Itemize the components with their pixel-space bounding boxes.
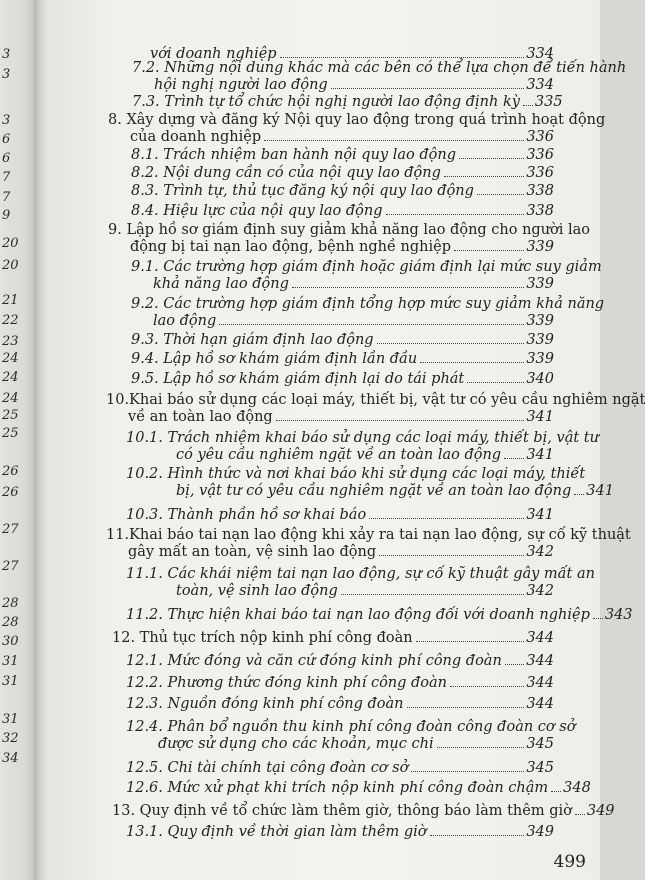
toc-entry-title: 10.3. Thành phần hồ sơ khai báo [126,507,367,523]
toc-entry-continuation: về an toàn lao động [128,409,273,425]
toc-entry-title: 7.3. Trình tự tổ chức hội nghị người lao động định kỳ [132,94,520,110]
toc-entry-continuation: gây mất an toàn, vệ sinh lao động [128,544,377,560]
toc-entry-continuation: hội nghị người lao động [154,77,328,93]
dot-leader [467,382,524,383]
toc-entry-title: với doanh nghiệp [150,46,277,62]
toc-entry[interactable] [126,466,614,500]
toc-page-ref: 343 [604,607,633,623]
dot-leader [505,664,525,665]
left-margin-number: 7 [2,190,11,205]
toc-entry[interactable] [132,60,627,94]
dot-leader [377,343,525,344]
left-margin-number: 24 [2,391,19,406]
toc-entry-continuation: có yêu cầu nghiêm ngặt về an toàn lao động [176,447,502,463]
toc-entry-continuation: lao động [153,313,217,329]
dot-leader [459,158,524,159]
page-number: 499 [553,852,586,872]
toc-entry[interactable] [126,780,591,797]
dot-leader [341,594,525,595]
left-margin-number: 32 [2,731,19,746]
dot-leader [575,814,585,815]
toc-entry-continuation: động bị tai nạn lao động, bệnh nghề nghiệp [130,239,451,255]
toc-page-ref: 338 [526,183,554,199]
toc-entry[interactable] [126,430,599,464]
toc-entry[interactable] [131,296,605,330]
toc-page-ref: 344 [526,653,554,669]
toc-entry[interactable] [126,675,554,692]
toc-entry-title: 9.5. Lập hồ sơ khám giám định lại do tái phát [131,371,465,387]
dot-leader [369,518,524,519]
left-margin-number: 26 [2,485,19,500]
toc-page-ref: 336 [526,129,554,145]
toc-page-ref: 341 [526,507,554,523]
toc-page-ref: 338 [526,203,554,219]
toc-entry-title: 8.1. Trách nhiệm ban hành nội quy lao động [131,147,456,163]
toc-entry[interactable] [131,259,602,293]
toc-entry-title: 12.1. Mức đóng và căn cứ đóng kinh phí công đoàn [126,653,502,669]
left-margin-number: 25 [2,408,19,423]
toc-entry-title: 10.2. Hình thức và nơi khai báo khi sử dụng các loại máy, thiết [126,466,586,482]
toc-entry[interactable] [131,371,554,388]
dot-leader [523,105,533,106]
toc-entry[interactable] [106,527,631,561]
toc-entry-title: 9.2. Các trường hợp giám định tổng hợp mức suy giảm khả năng [131,296,605,312]
toc-entry-title: 12.5. Chi tài chính tại công đoàn cơ sở [126,760,409,776]
toc-entry-title: 13. Quy định về tổ chức làm thêm giờ, thông báo làm thêm giờ [112,803,572,819]
left-margin-number: 20 [2,258,19,273]
toc-entry-title: 11.1. Các khái niệm tai nạn lao động, sự cố kỹ thuật gây mất an [126,566,595,582]
toc-page-ref: 345 [526,760,554,776]
left-margin-number: 28 [2,615,19,630]
toc-entry-title: 9. Lập hồ sơ giám định suy giảm khả năng lao động cho người lao [108,222,591,238]
toc-entry-title: 8.4. Hiệu lực của nội quy lao động [131,203,383,219]
toc-entry[interactable] [131,183,554,200]
dot-leader [386,214,525,215]
toc-entry-title: 8.2. Nội dung cần có của nội quy lao động [131,165,441,181]
toc-entry-title: 13.1. Quy định về thời gian làm thêm giờ [126,824,427,840]
dot-leader [292,287,524,288]
left-margin-number: 22 [2,313,19,328]
left-margin-number: 24 [2,370,19,385]
toc-page-ref: 342 [526,544,554,560]
dot-leader [379,555,524,556]
toc-entry-title: 10.Khai báo sử dụng các loại máy, thiết bị, vật tư có yêu cầu nghiêm ngặt [106,392,645,408]
dot-leader [477,194,524,195]
toc-entry-title: 7.2. Những nội dung khác mà các bên có thể lựa chọn để tiến hành [132,60,627,76]
toc-entry-title: 8. Xây dựng và đăng ký Nội quy lao động trong quá trình hoạt động [108,112,606,128]
left-margin-number: 27 [2,559,19,574]
toc-page-ref: 339 [526,239,554,255]
dot-leader [219,324,524,325]
dot-leader [411,771,524,772]
left-margin-number: 34 [2,751,19,766]
toc-entry-title: 11.2. Thực hiện khai báo tai nạn lao động đối với doanh nghiệp [126,607,590,623]
toc-entry-title: 11.Khai báo tai nạn lao động khi xảy ra tai nạn lao động, sự cố kỹ thuật [106,527,631,543]
toc-entry[interactable] [126,696,554,713]
left-margin-number: 7 [2,170,11,185]
toc-page-ref: 336 [526,147,554,163]
dot-leader [450,686,524,687]
toc-entry-continuation: bị, vật tư có yêu cầu nghiêm ngặt về an toàn lao động [176,483,572,499]
dot-leader [280,57,525,58]
toc-entry[interactable] [132,94,563,111]
left-margin-number: 6 [2,132,11,147]
toc-entry-title: 8.3. Trình tự, thủ tục đăng ký nội quy lao động [131,183,474,199]
toc-entry-title: 12. Thủ tục trích nộp kinh phí công đoàn [112,630,413,646]
dot-leader [420,362,524,363]
toc-entry-title: 12.2. Phương thức đóng kinh phí công đoàn [126,675,448,691]
toc-page-ref: 344 [526,675,554,691]
toc-entry[interactable] [131,203,554,220]
toc-page-ref: 334 [526,46,554,62]
left-margin-number: 20 [2,236,19,251]
left-margin-number: 6 [2,151,11,166]
toc-page-ref: 341 [526,447,554,463]
left-margin-number: 27 [2,522,19,537]
dot-leader [407,707,525,708]
dot-leader [416,641,525,642]
toc-page-ref: 349 [526,824,554,840]
dot-leader [276,420,525,421]
toc-entry[interactable] [108,112,606,146]
toc-entry[interactable] [112,630,554,647]
toc-entry-continuation: toàn, vệ sinh lao động [176,583,338,599]
dot-leader [264,140,524,141]
dot-leader [574,494,584,495]
toc-entry[interactable] [131,147,554,164]
toc-entry[interactable] [126,824,554,841]
toc-page-ref: 339 [526,276,554,292]
toc-page-ref: 344 [526,696,554,712]
dot-leader [593,618,603,619]
toc-entry[interactable] [131,351,554,368]
left-margin-number: 26 [2,464,19,479]
toc-page-ref: 340 [526,371,554,387]
toc-entry[interactable] [112,803,615,820]
left-margin-number: 31 [2,712,19,727]
toc-entry[interactable] [108,222,591,256]
toc-entry[interactable] [126,653,554,670]
toc-entry[interactable] [126,607,633,624]
left-margin-number: 31 [2,674,19,689]
toc-entry-title: 10.1. Trách nhiệm khai báo sử dụng các loại máy, thiết bị, vật tư [126,430,599,446]
toc-entry-continuation: được sử dụng cho các khoản, mục chi [158,736,434,752]
dot-leader [437,747,525,748]
toc-entry-title: 9.3. Thời hạn giám định lao động [131,332,374,348]
toc-entry[interactable] [126,760,554,777]
left-margin-number: 3 [2,67,11,82]
dot-leader [331,88,525,89]
toc-page-ref: 348 [563,780,591,796]
toc-entry[interactable] [106,392,645,426]
toc-page-ref: 339 [526,351,554,367]
toc-entry-continuation: khả năng lao động [153,276,289,292]
toc-entry-title: 12.6. Mức xử phạt khi trích nộp kinh phí công đoàn chậm [126,780,549,796]
toc-entry-title: 12.4. Phân bổ nguồn thu kinh phí công đoàn công đoàn cơ sở [126,719,576,735]
toc-page-ref: 349 [586,803,615,819]
dot-leader [504,458,524,459]
left-margin-number: 21 [2,293,19,308]
toc-entry[interactable] [126,507,554,524]
toc-entry[interactable] [126,719,576,753]
left-margin-number: 28 [2,596,19,611]
toc-entry-title: 9.1. Các trường hợp giám định hoặc giám định lại mức suy giảm [131,259,602,275]
dot-leader [430,835,525,836]
toc-entry[interactable] [131,332,554,349]
toc-entry-title: 9.4. Lập hồ sơ khám giám định lần đầu [131,351,418,367]
left-margin-number: 9 [2,208,11,223]
left-margin-number: 25 [2,426,19,441]
toc-entry-title: 12.3. Nguồn đóng kinh phí công đoàn [126,696,404,712]
left-margin-number: 31 [2,654,19,669]
dot-leader [454,250,524,251]
book-gutter [34,0,46,880]
left-margin-number: 3 [2,47,11,62]
toc-entry-continuation: của doanh nghiệp [130,129,262,145]
toc-entry[interactable] [131,165,554,182]
toc-page-ref: 345 [526,736,554,752]
toc-page-ref: 335 [534,94,563,110]
dot-leader [444,176,524,177]
toc-page-ref: 344 [526,630,554,646]
toc-page-ref: 339 [526,313,554,329]
toc-page-ref: 341 [526,409,554,425]
toc-page-ref: 334 [526,77,554,93]
toc-page-ref: 342 [526,583,554,599]
dot-leader [551,791,561,792]
left-margin-number: 24 [2,351,19,366]
left-margin-number: 3 [2,113,11,128]
left-margin-number: 30 [2,634,19,649]
toc-page-ref: 339 [526,332,554,348]
toc-entry[interactable] [126,566,595,600]
toc-page-ref: 341 [586,483,614,499]
toc-page-ref: 336 [526,165,554,181]
left-margin-number: 23 [2,334,19,349]
